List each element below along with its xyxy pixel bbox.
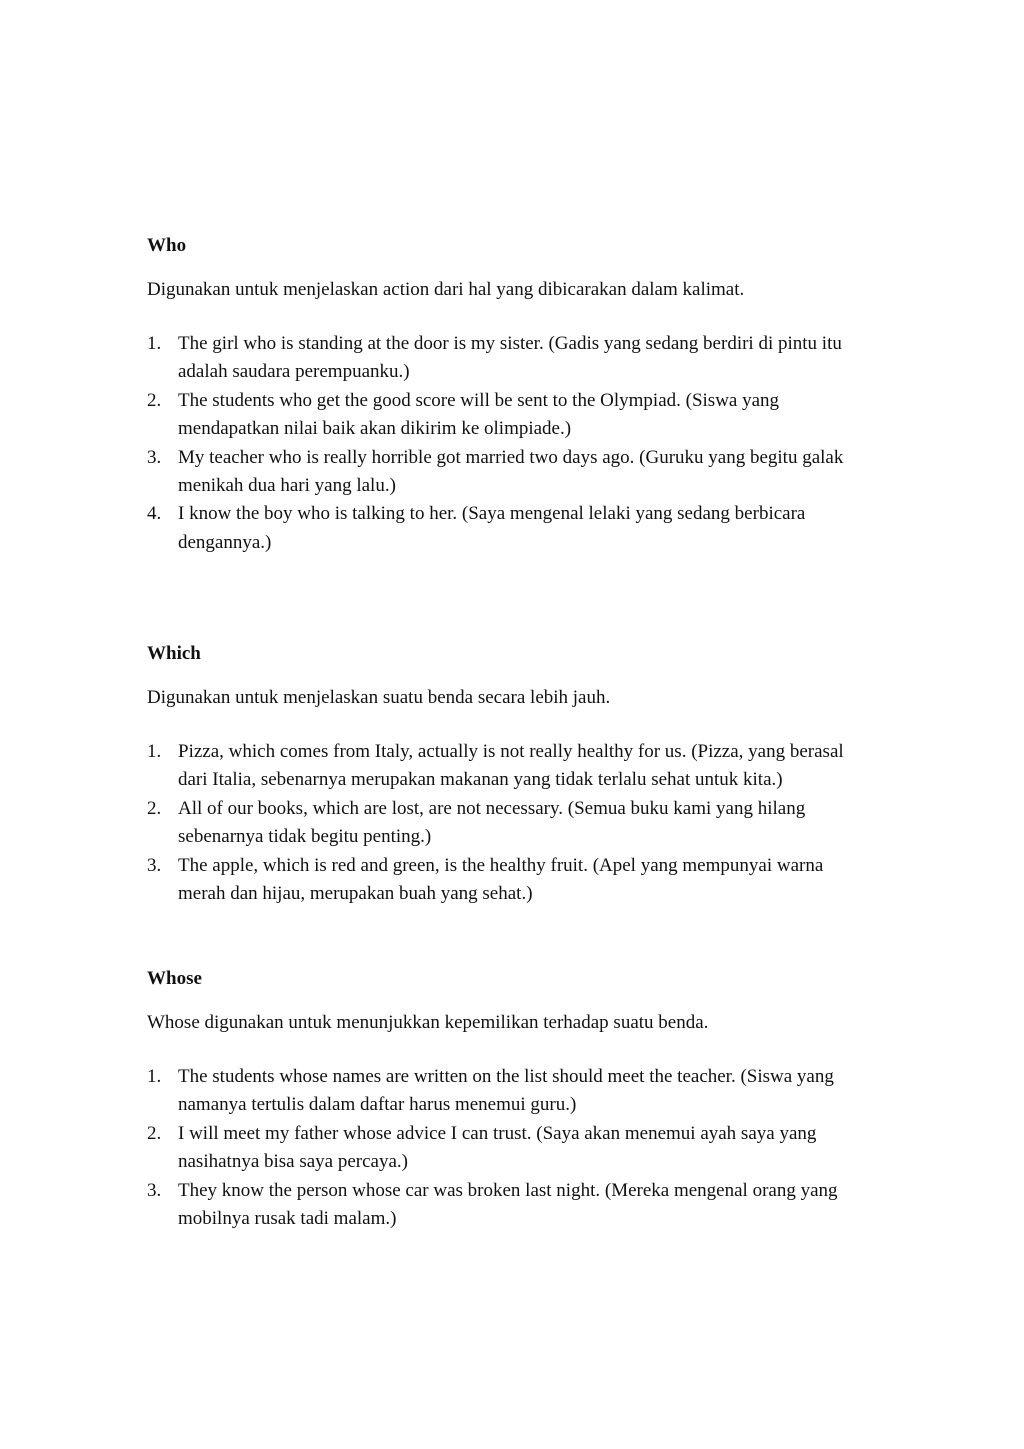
list-item xyxy=(147,500,874,557)
item-text: All of our books, which are lost, are not necessary. (Semua buku kami yang hilang sebenarnya tidak begitu penting.) xyxy=(178,797,806,848)
list-item xyxy=(147,387,874,444)
section-description: Whose digunakan untuk menunjukkan kepemilikan terhadap suatu benda. xyxy=(147,1012,709,1033)
example-list xyxy=(147,1063,874,1233)
item-number: 4. xyxy=(147,503,162,525)
item-number: 1. xyxy=(147,333,162,354)
section-heading: Who xyxy=(147,235,187,256)
item-number: 1. xyxy=(147,741,162,762)
item-text: They know the person whose car was broken last night. (Mereka mengenal orang yang mobilnya rusak tadi malam.) xyxy=(178,1179,838,1230)
item-text: My teacher who is really horrible got married two days ago. (Guruku yang begitu galak menikah dua hari yang lalu.) xyxy=(178,446,844,497)
item-number: 2. xyxy=(147,797,162,819)
item-text: I will meet my father whose advice I can trust. (Saya akan menemui ayah saya yang nasihatnya bisa saya percaya.) xyxy=(178,1122,817,1173)
item-text: Pizza, which comes from Italy, actually is not really healthy for us. (Pizza, yang berasal dari Italia, sebenarnya merupakan makanan yang tidak terlalu sehat untuk kita.) xyxy=(178,741,844,791)
section-description: Digunakan untuk menjelaskan action dari hal yang dibicarakan dalam kalimat. xyxy=(147,279,745,300)
item-number: 3. xyxy=(147,854,162,876)
item-text: The girl who is standing at the door is my sister. (Gadis yang sedang berdiri di pintu itu adalah saudara perempuanku.) xyxy=(178,333,842,383)
section-who xyxy=(147,232,874,557)
item-text: The students who get the good score will be sent to the Olympiad. (Siswa yang mendapatkan nilai baik akan dikirim ke olimpiade.) xyxy=(178,389,780,440)
item-number: 1. xyxy=(147,1066,162,1087)
list-item xyxy=(147,444,874,501)
example-list xyxy=(147,738,874,908)
item-text: The apple, which is red and green, is the healthy fruit. (Apel yang mempunyai warna merah dan hijau, merupakan buah yang sehat.) xyxy=(178,854,824,905)
item-number: 3. xyxy=(147,1179,162,1201)
list-item xyxy=(147,330,874,387)
list-item xyxy=(147,852,874,909)
section-which xyxy=(147,640,874,908)
item-text: The students whose names are written on the list should meet the teacher. (Siswa yang namanya tertulis dalam daftar harus menemui guru.) xyxy=(178,1066,834,1116)
list-item xyxy=(147,738,874,795)
section-heading: Whose xyxy=(147,968,202,989)
item-number: 2. xyxy=(147,1122,162,1144)
list-item xyxy=(147,1177,874,1234)
list-item xyxy=(147,1120,874,1177)
list-item xyxy=(147,1063,874,1120)
example-list xyxy=(147,330,874,557)
section-whose xyxy=(147,965,874,1233)
list-item xyxy=(147,795,874,852)
item-text: I know the boy who is talking to her. (Saya mengenal lelaki yang sedang berbicara dengannya.) xyxy=(178,503,806,553)
item-number: 3. xyxy=(147,446,162,468)
item-number: 2. xyxy=(147,389,162,411)
section-description: Digunakan untuk menjelaskan suatu benda secara lebih jauh. xyxy=(147,687,611,708)
section-heading: Which xyxy=(147,643,201,664)
